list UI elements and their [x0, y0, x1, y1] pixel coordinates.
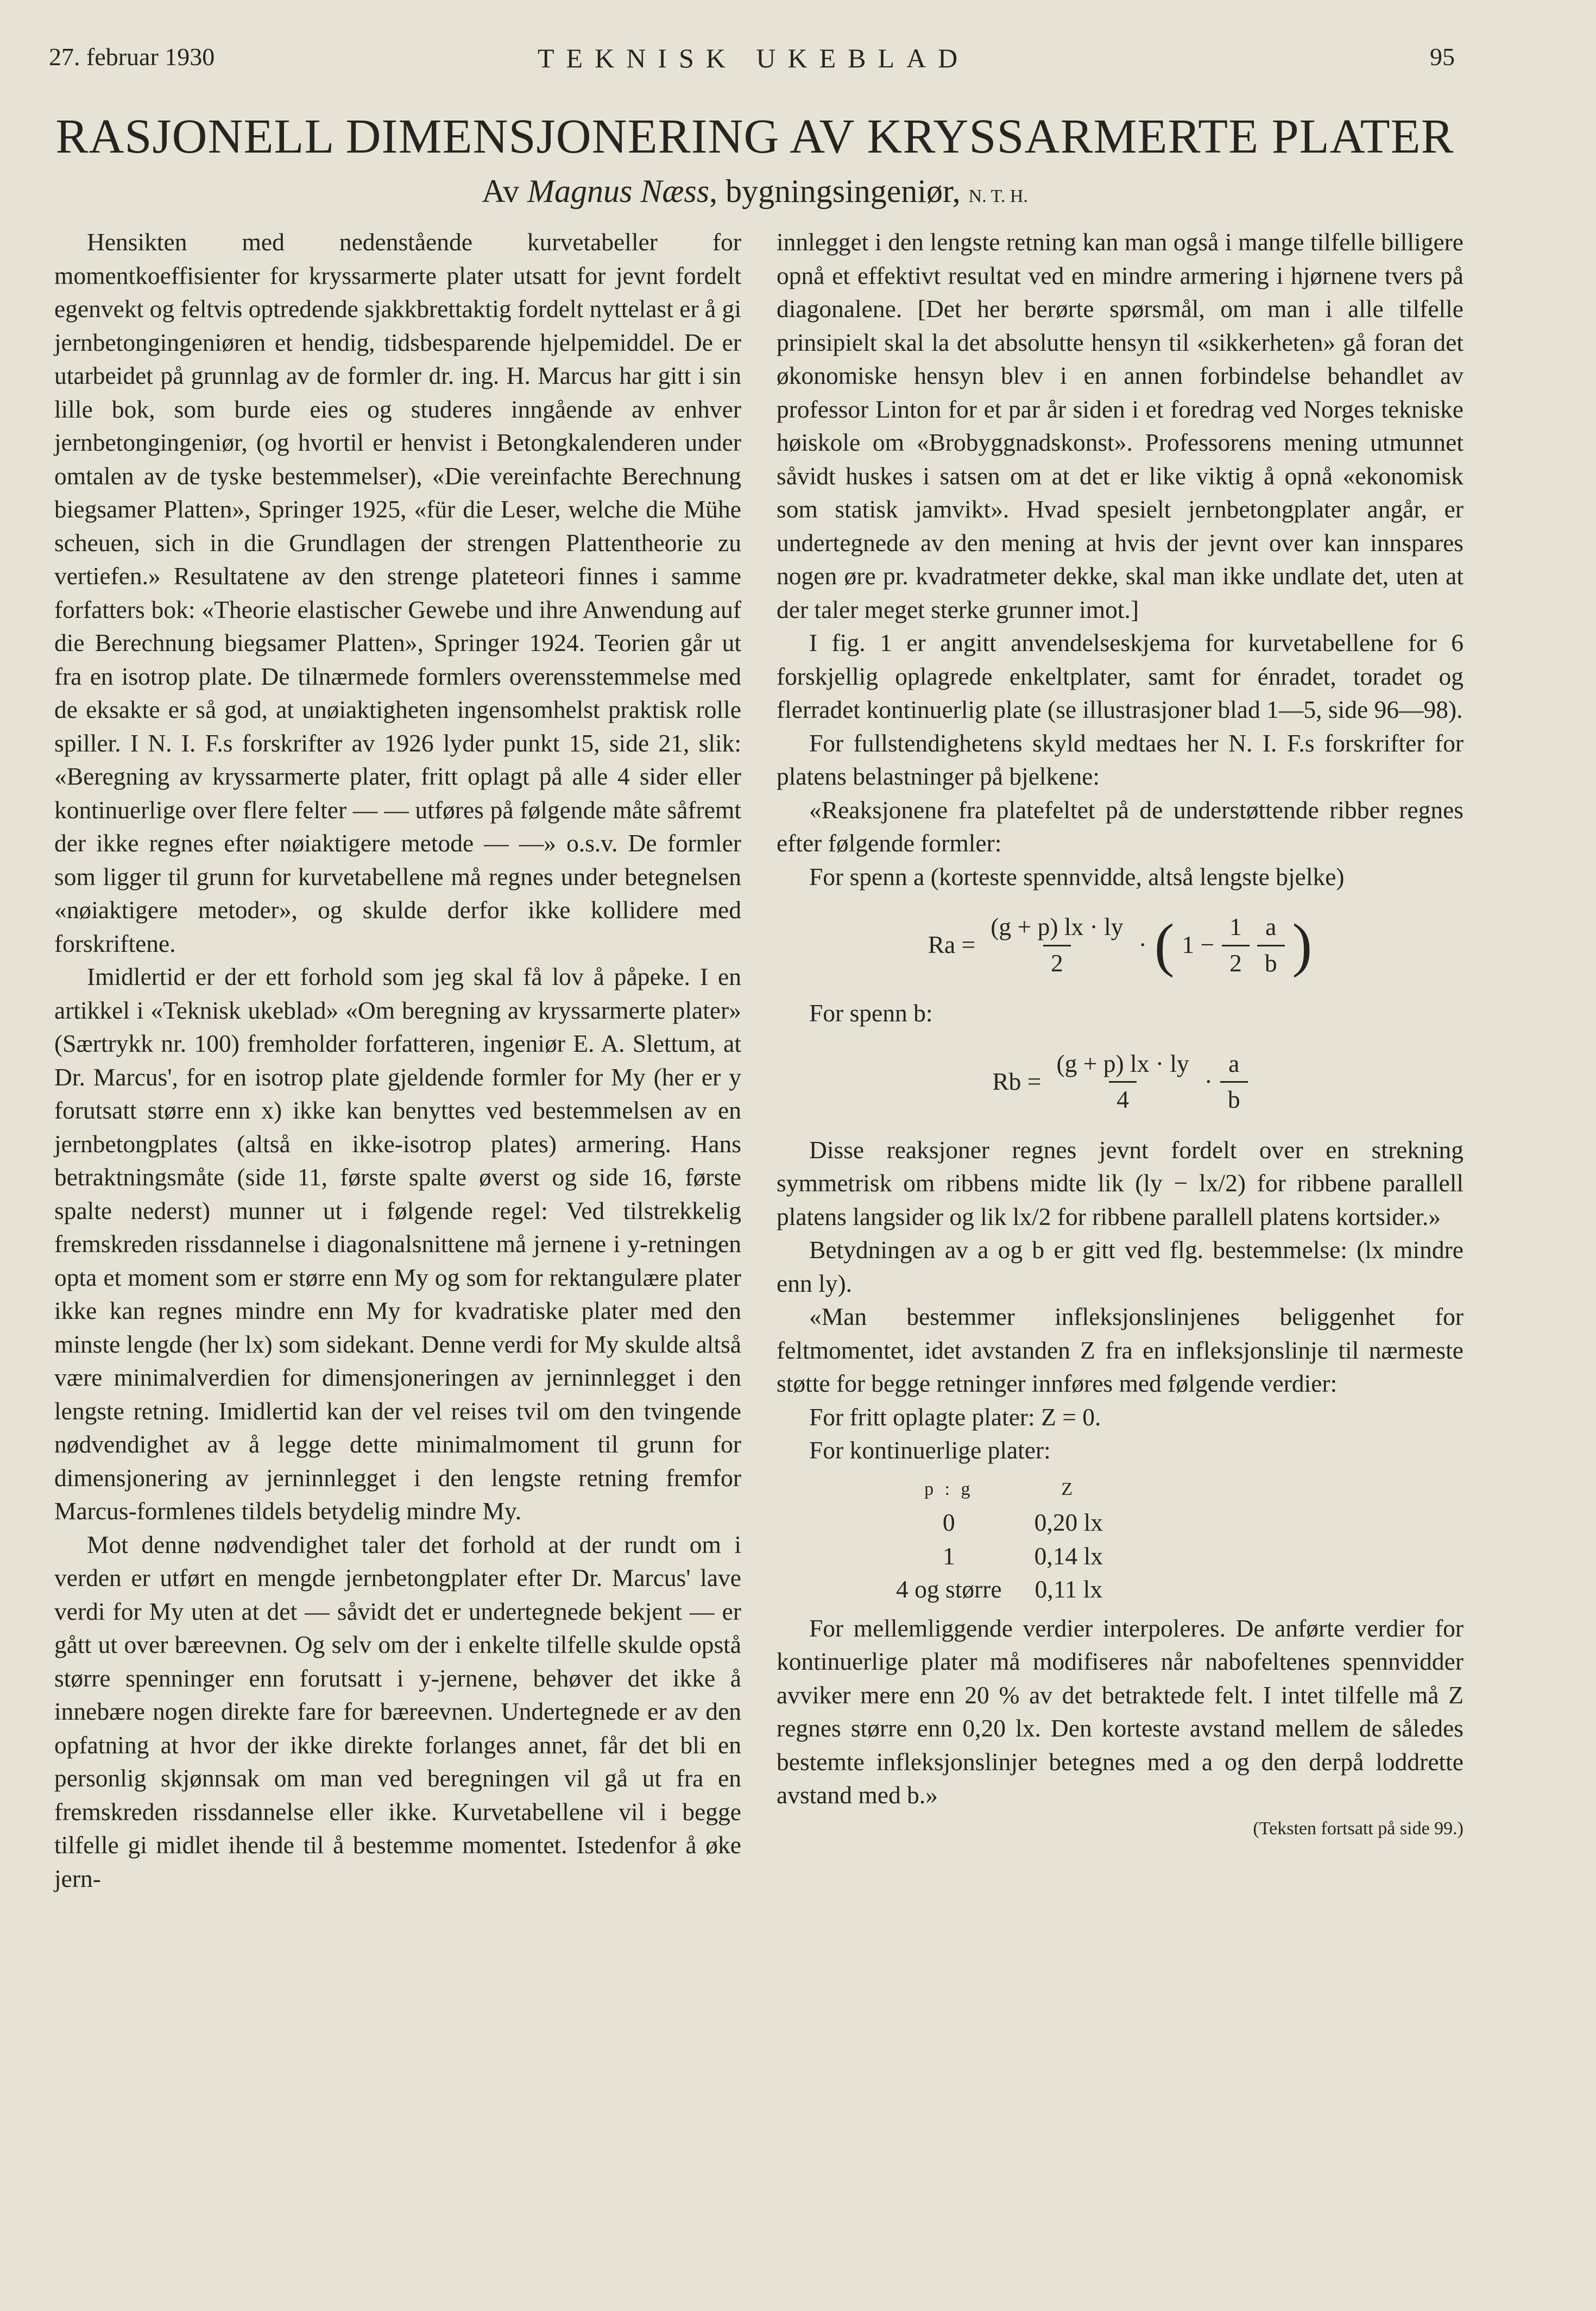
formula-rb-dot: · [1204, 1067, 1213, 1095]
z-table-cell: 0,11 lx [1034, 1575, 1103, 1603]
running-head-journal: TEKNISK UKEBLAD [538, 43, 970, 73]
formula-ra-denominator: 2 [1043, 945, 1071, 980]
for-spenn-b: For spenn b: [809, 999, 933, 1027]
formula-ra-inner-two: 2 [1222, 945, 1250, 980]
right-column [777, 225, 1463, 1845]
right-paragraph: I fig. 1 er angitt anvendelseskjema for kurvetabellene for 6 forskjellig oplagrede enkeltplater, samt for énradet, toradet og flerradet kontinuerlig plate (se illustrasjoner blad 1—5, side 96—98). [777, 629, 1463, 723]
formula-ra-inner-one: 1 [1229, 913, 1242, 940]
right-paragraph: Disse reaksjoner regnes jevnt fordelt over en strekning symmetrisk om ribbens midte lik (ly − lx/2) for ribbene parallell platens langsider og lik lx/2 for ribbene parallell platens kortsider.» [777, 1135, 1463, 1230]
z-table-cell: 0,20 lx [1034, 1508, 1103, 1536]
formula-ra-inner-fraction-ab [1257, 910, 1285, 980]
left-paragraph: Hensikten med nedenstående kurvetabeller for momentkoeffisienter for kryssarmerte plater utsatt for jevnt fordelt egenvekt og feltvis optredende sjakkbrettaktig fordelt nyttelast er å gi jernbetongingeniøren et hendig, tidsbesparende hjelpemiddel. De er utarbeidet på grunnlag av de formler dr. ing. H. Marcus har gitt i sin lille bok, som burde eies og studeres inngående av enhver jernbetongingeniør, (og hvortil er henvist i Betongkalenderen under omtalen av de tyske bestemmelser), «Die vereinfachte Berechnung biegsamer Platten», Springer 1925, «für die Leser, welche die Mühe scheuen, sich in die Grundlagen der strengen Plattentheorie zu vertiefen.» Resultatene av den strenge plateteori finnes i samme forfatters bok: «Theorie elastischer Gewebe und ihre Anwendung auf die Berechnung biegsamer Platten», Springer 1924. Teorien går ut fra en isotrop plate. De tilnærmede formlers overensstemmelse med de eksakte er så god, at unøiaktigheten ingensomhelst praktisk rolle spiller. I N. I. F.s forskrifter av 1926 lyder punkt 15, side 21, slik: «Beregning av kryssarmerte plater, fritt oplagt på alle 4 sider eller kontinuerlige over flere felter — — utføres på følgende måte såfremt der ikke regnes efter nøiaktigere metode — —» o.s.v. De formler som ligger til grunn for kurvetabellene må regnes under betegnelsen «nøiaktigere metoder», og skulde derfor ikke kollidere med forskriftene. [54, 228, 741, 957]
byline-author: Magnus Næss [527, 173, 710, 209]
article-title: RASJONELL DIMENSJONERING AV KRYSSARMERTE PLATER [55, 110, 1454, 163]
z-table-header: Z [1061, 1479, 1076, 1499]
formula-rb [777, 1035, 1463, 1128]
byline-mid: , bygningsingeniør, [709, 173, 969, 209]
z-table-header: p : g [924, 1479, 974, 1499]
continuation-note: (Teksten fortsatt på side 99.) [1253, 1818, 1463, 1839]
z-table-cell: 1 [942, 1542, 955, 1570]
running-head-date: 27. februar 1930 [49, 43, 215, 71]
formula-rb-denominator: 4 [1109, 1081, 1137, 1116]
formula-ra-inner-b: b [1257, 945, 1285, 980]
formula-rb-b: b [1220, 1081, 1248, 1116]
right-paragraph: innlegget i den lengste retning kan man også i mange tilfelle billigere opnå et effektivt resultat ved en mindre armering i hjørnene tvers på diagonalene. [Det her berørte spørsmål, om man i alle tilfelle prinsipielt skal la det absolutte hensyn til «sikkerheten» gå foran det økonomiske hensyn blev i en annen forbindelse behandlet av professor Linton for et par år siden i et foredrag ved Norges tekniske høiskole om «Brobyggnadskonst». Professorens mening utmunnet såvidt huskes i satsen om at det er like viktig å opnå «ekonomisk som statisk jamvikt». Hvad spesielt jernbetongplater angår, er undertegnede av den mening at hvis der jevnt over kan innspares nogen øre pr. kvadratmeter dekke, skal man ikke undlate det, uten at der taler meget sterke grunner imot.] [777, 228, 1463, 623]
formula-ra-inner-a: a [1265, 913, 1277, 940]
left-paragraph: Mot denne nødvendighet taler det forhold at der rundt om i verden er utført en mengde jernbetongplater efter Dr. Marcus' lave verdi for My uten at det — såvidt det er undertegnede bekjent — er gått ut over bæreevnen. Og selv om der i enkelte tilfelle skulde opstå større spenninger enn forutsatt i y-jernene, behøver det ikke å innebære nogen direkte fare for bæreevnen. Undertegnede er av den opfatning at hvor der ikke direkte forlanges annet, får det bli en personlig skjønnsak om man ved beregningen vil gå ut fra en fremskreden rissdannelse eller ikke. Kurvetabellene vil i begge tilfelle gi midlet ihende til å bestemme momentet. Istedenfor å øke jern- [54, 1530, 741, 1892]
right-paragraph: Betydningen av a og b er gitt ved flg. bestemmelse: (lx mindre enn ly). [777, 1236, 1463, 1297]
page-number: 95 [1430, 43, 1455, 71]
right-paragraph: For fritt oplagte plater: Z = 0. [809, 1403, 1101, 1431]
right-paragraph: For spenn a (korteste spennvidde, altså lengste bjelke) [809, 862, 1345, 891]
formula-ra-numerator: (g + p) lx · ly [991, 913, 1124, 940]
formula-ra-inner-fraction-half [1222, 910, 1250, 980]
z-table-header-row [896, 1473, 1136, 1506]
formula-rb-fraction [1049, 1047, 1196, 1116]
formula-ra [777, 899, 1463, 991]
formula-rb-lhs: Rb = [992, 1067, 1042, 1095]
byline-pre: Av [482, 173, 527, 209]
formula-ra-fraction [983, 910, 1131, 980]
formula-rb-a: a [1228, 1049, 1240, 1077]
formula-ra-lhs: Ra = [928, 931, 976, 959]
byline-suffix: N. T. H. [968, 186, 1028, 206]
formula-rb-numerator: (g + p) lx · ly [1056, 1049, 1189, 1077]
z-table-row [896, 1539, 1136, 1573]
close-paren: ) [1292, 912, 1313, 978]
z-table-row [896, 1573, 1136, 1606]
right-paragraph: For fullstendighetens skyld medtaes her N. I. F.s forskrifter for platens belastninger på bjelkene: [777, 729, 1463, 790]
z-table [896, 1473, 1136, 1606]
open-paren: ( [1154, 912, 1175, 978]
right-paragraph: For mellemliggende verdier interpoleres. De anførte verdier for kontinuerlige plater må modifiseres når nabofeltenes spennvidder avviker mere enn 20 % av det betraktede felt. I intet tilfelle må Z regnes større enn 0,20 lx. Den korteste avstand mellem de således bestemte infleksjonslinjer betegnes med a og den derpå loddrette avstand med b.» [777, 1614, 1463, 1809]
z-table-cell: 4 og større [896, 1575, 1002, 1603]
right-paragraph: «Man bestemmer infleksjonslinjenes beliggenhet for feltmomentet, idet avstanden Z fra en infleksjonslinje til nærmeste støtte for begge retninger innføres med følgende verdier: [777, 1303, 1463, 1397]
left-column [54, 225, 741, 1895]
byline [0, 173, 1510, 210]
z-table-cell: 0 [942, 1508, 955, 1536]
formula-ra-dot: · [1138, 931, 1147, 959]
formula-ra-paren-pre: 1 − [1182, 931, 1215, 959]
z-table-row [896, 1506, 1136, 1539]
left-paragraph: Imidlertid er der ett forhold som jeg skal få lov å påpeke. I en artikkel i «Teknisk ukeblad» «Om beregning av kryssarmerte plater» (Særtrykk nr. 100) fremholder forfatteren, ingeniør E. A. Slettum, at Dr. Marcus', for en isotrop plate gjeldende formler for My (her er y forutsatt større enn x) ikke kan benyttes ved bestemmelsen av en jernbetongplates (altså en ikke-isotrop plates) armering. Hans betraktningsmåte (side 11, første spalte øverst og side 16, første spalte nederst) munner ut i følgende regel: Ved tilstrekkelig fremskreden rissdannelse i diagonalsnittene må jernene i y-retningen opta et moment som er større enn My og som for rektangulære plater ikke kan regnes mindre enn My for kvadratiske plater med den minste lengde (her lx) som sidekant. Denne verdi for My skulde altså være minimalverdien for dimensjoneringen av jerninnlegget i den lengste retning. Imidlertid kan der vel reises tvil om den tvingende nødvendighet av å legge dette minimalmoment til grunn for dimensjonering av jerninnlegget i den lengste retning fremfor Marcus-formlenes tildels betydelig mindre My. [54, 963, 741, 1525]
z-table-cell: 0,14 lx [1034, 1542, 1103, 1570]
formula-rb-ab [1220, 1047, 1248, 1116]
right-paragraph: «Reaksjonene fra platefeltet på de understøttende ribber regnes efter følgende formler: [777, 795, 1463, 857]
right-paragraph: For kontinuerlige plater: [809, 1436, 1051, 1464]
